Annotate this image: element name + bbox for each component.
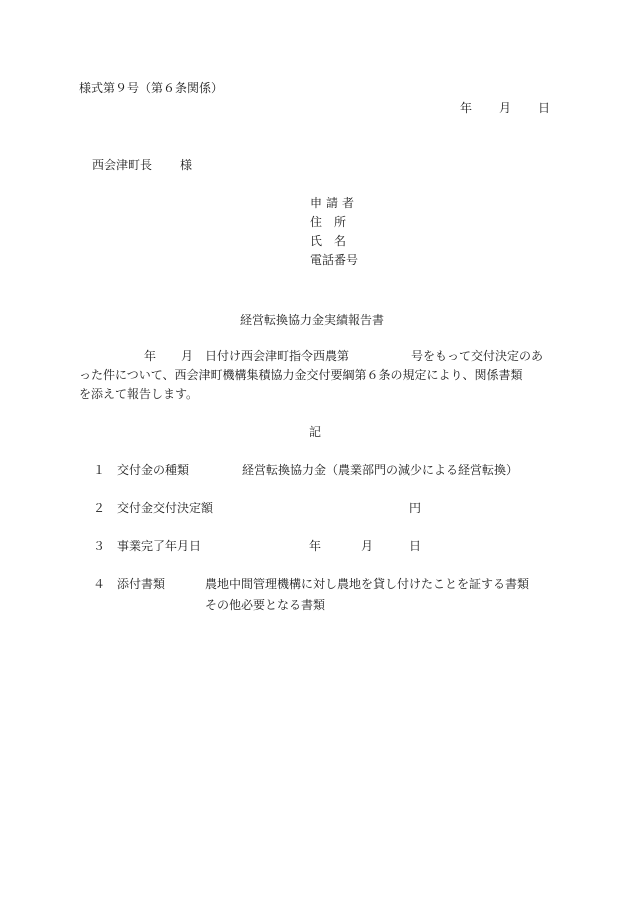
applicant-role: 申請者 <box>310 196 359 210</box>
item-number: １ <box>93 463 106 477</box>
body-line1-end: 号をもって交付決定のあ <box>411 349 544 363</box>
body-line3: を添えて報告します。 <box>79 387 199 401</box>
item-number: ４ <box>93 577 106 591</box>
applicant-address: 住 所 <box>310 215 347 229</box>
item-year: 年 <box>309 539 322 553</box>
item-label: 添付書類 <box>117 577 166 591</box>
date-month: 月 <box>499 101 512 115</box>
item-value-1: 農地中間管理機構に対し農地を貸し付けたことを証する書類 <box>205 577 530 591</box>
date-year: 年 <box>460 101 473 115</box>
item-month: 月 <box>361 539 374 553</box>
applicant-phone: 電話番号 <box>310 253 359 267</box>
ki-mark: 記 <box>309 425 322 439</box>
applicant-name: 氏 名 <box>310 234 347 248</box>
item-label: 事業完了年月日 <box>117 539 202 553</box>
document-title: 経営転換協力金実績報告書 <box>240 313 385 327</box>
body-month: 月 <box>181 349 194 363</box>
item-value-2: その他必要となる書類 <box>205 598 326 612</box>
body-line2: った件について、西会津町機構集積協力金交付要綱第６条の規定により、関係書類 <box>79 368 523 382</box>
date-day: 日 <box>538 101 551 115</box>
form-number: 様式第９号（第６条関係） <box>79 81 224 95</box>
body-year: 年 <box>144 349 157 363</box>
item-value: 経営転換協力金（農業部門の減少による経営転換） <box>242 463 519 477</box>
item-number: ３ <box>93 539 106 553</box>
item-label: 交付金の種類 <box>117 463 190 477</box>
item-day: 日 <box>409 539 422 553</box>
addressee-honorific: 様 <box>180 158 193 172</box>
body-line1-mid: 日付け西会津町指令西農第 <box>205 349 350 363</box>
item-value: 円 <box>409 501 422 515</box>
addressee-name: 西会津町長 <box>92 158 153 172</box>
item-number: ２ <box>93 501 106 515</box>
item-label: 交付金交付決定額 <box>117 501 214 515</box>
